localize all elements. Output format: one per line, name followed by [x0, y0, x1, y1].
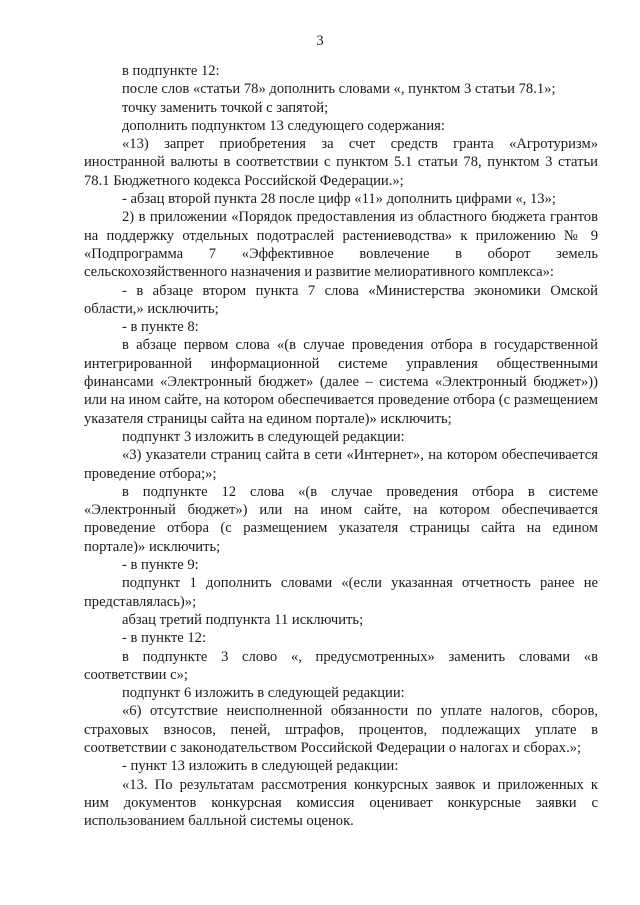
paragraph: подпункт 6 изложить в следующей редакции:	[122, 685, 405, 702]
paragraph: в подпункте 3 слово «, предусмотренных» заменить словами «в соответствии с»;	[84, 648, 598, 683]
paragraph: после слов «статьи 78» дополнить словами «, пунктом 3 статьи 78.1»;	[122, 81, 556, 98]
paragraph: 2) в приложении «Порядок предоставления из областного бюджета грантов на поддержку отдельных подотраслей растениеводства» к приложению № 9 «Подпрограмма 7 «Эффективное вовлечение в оборот земель сельскохозяйственного назначения и развитие мелиоративного комплекса»:	[84, 209, 598, 281]
document-body	[84, 62, 598, 830]
paragraph: абзац третий подпункта 11 исключить;	[122, 611, 364, 628]
paragraph: «13. По результатам рассмотрения конкурсных заявок и приложенных к ним документов конкурсная комиссия оценивает конкурсные заявки с использованием балльной системы оценок.	[84, 776, 598, 830]
paragraph: «6) отсутствие неисполненной обязанности по уплате налогов, сборов, страховых взносов, пеней, штрафов, процентов, подлежащих уплате в соответствии с законодательством Российской Федерации о налогах и сборах.»;	[84, 703, 598, 756]
page-number: 3	[316, 33, 324, 49]
paragraph: - в пункте 8:	[122, 319, 199, 336]
paragraph: дополнить подпунктом 13 следующего содержания:	[122, 117, 445, 134]
paragraph: - в пункте 12:	[122, 630, 207, 647]
paragraph: - в пункте 9:	[122, 557, 199, 574]
paragraph: - в абзаце втором пункта 7 слова «Министерства экономики Омской области,» исключить;	[84, 282, 598, 317]
paragraph: подпункт 1 дополнить словами «(если указанная отчетность ранее не представлялась)»;	[84, 575, 598, 610]
paragraph: - пункт 13 изложить в следующей редакции:	[122, 758, 399, 775]
paragraph: точку заменить точкой с запятой;	[122, 99, 329, 116]
paragraph: «13) запрет приобретения за счет средств гранта «Агротуризм» иностранной валюты в соответствии с пунктом 5.1 статьи 78, пунктом 3 статьи 78.1 Бюджетного кодекса Российской Федерации.»;	[84, 136, 598, 189]
paragraph: подпункт 3 изложить в следующей редакции:	[122, 428, 405, 445]
paragraph: в абзаце первом слова «(в случае проведения отбора в государственной интегрированной информационной системе управления общественными финансами «Электронный бюджет» (далее – система «Электронный бюджет»)) или на ином сайте, на котором обеспечивается проведение отбора (с размещением указателя страницы сайта на едином портале)» исключить;	[84, 337, 598, 427]
paragraph: в подпункте 12 слова «(в случае проведения отбора в системе «Электронный бюджет») или на ином сайте, на котором обеспечивается проведение отбора (с размещением указателя страницы сайта на едином портале)» исключить;	[84, 483, 598, 555]
paragraph: - абзац второй пункта 28 после цифр «11» дополнить цифрами «, 13»;	[122, 191, 556, 208]
paragraph: в подпункте 12:	[122, 63, 220, 79]
paragraph: «3) указатели страниц сайта в сети «Интернет», на котором обеспечивается проведение отбора;»;	[84, 447, 598, 482]
